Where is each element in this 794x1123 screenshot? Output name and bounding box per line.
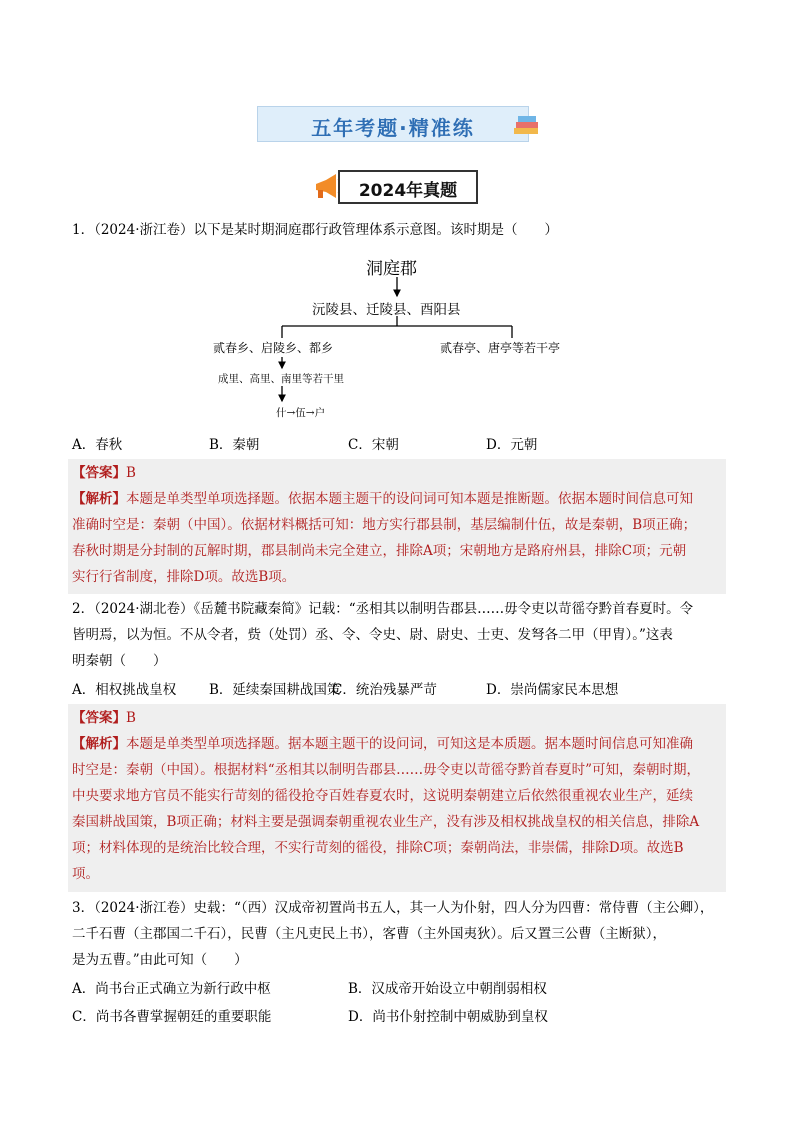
q2-answer (72, 708, 136, 728)
q1-analysis-line-4: 实行行省制度，排除D项。故选B项。 (72, 569, 296, 585)
q2-analysis-line-3: 中央要求地方官员不能实行苛刻的徭役抢夺百姓春夏农时，这说明秦朝建立后依然很重视农业生产，延续 (72, 788, 693, 804)
diagram-bottom: 什→伍→户 (276, 407, 326, 419)
q1-option-d: D．元朝 (486, 437, 538, 453)
q1-answer-tag: 【答案】 (72, 465, 126, 481)
q2-option-d: D．崇尚儒家民本思想 (486, 682, 619, 698)
q2-stem-line-1: 2．（2024·湖北卷）《岳麓书院藏秦简》记载：“丞相其以制明告郡县……毋令吏以苛徭夺黔首春夏时。令 (72, 601, 694, 617)
q3-stem-line-2: 二千石曹（主郡国二千石），民曹（主凡吏民上书），客曹（主外国夷狄）。后又置三公曹（主断狱）， (72, 926, 666, 942)
q1-analysis-line-2: 准确时空是：秦朝（中国）。依据材料概括可知：地方实行郡县制，基层编制什伍，故是秦朝，B项正确； (72, 517, 697, 533)
diagram-connectors (0, 0, 794, 430)
q2-analysis-tag: 【解析】 (72, 736, 126, 752)
q1-analysis-line-1: 【解析】本题是单类型单项选择题。依据本题主题干的设问词可知本题是推断题。依据本题时间信息可知 (72, 491, 693, 507)
q2-stem-line-3: 明秦朝（ ） (72, 653, 167, 669)
q2-analysis-line-6: 项。 (72, 866, 99, 882)
q2-answer-tag: 【答案】 (72, 710, 126, 726)
q3-option-c: C．尚书各曹掌握朝廷的重要职能 (72, 1009, 272, 1025)
banner-title: 五年考题·精准练 (311, 116, 475, 140)
q3-stem-line-1: 3．（2024·浙江卷）史载：“（西）汉成帝初置尚书五人，其一人为仆射，四人分为四曹：常侍曹（主公卿）， (72, 900, 714, 916)
q3-stem-line-3: 是为五曹。”由此可知（ ） (72, 952, 248, 968)
q2-analysis-line-2: 时空是：秦朝（中国）。根据材料“丞相其以制明告郡县……毋令吏以苛徭夺黔首春夏时”可知，秦朝时期， (72, 762, 701, 778)
q3-option-a: A．尚书台正式确立为新行政中枢 (72, 981, 271, 997)
q2-analysis-line-4: 秦国耕战国策，B项正确；材料主要是强调秦朝重视农业生产，没有涉及相权挑战皇权的相关信息，排除A (72, 814, 700, 830)
diagram-left-branch: 贰春乡、启陵乡、都乡 (213, 341, 334, 355)
q2-option-b: B．延续秦国耕战国策 (209, 682, 341, 698)
q2-option-c: C．统治残暴严苛 (332, 682, 437, 698)
q1-answer (72, 463, 136, 483)
diagram-counties: 沅陵县、迁陵县、酉阳县 (312, 302, 461, 318)
diagram-right-branch: 贰春亭、唐亭等若干亭 (440, 341, 561, 355)
q1-option-a: A．春秋 (72, 437, 123, 453)
q3-option-b: B．汉成帝开始设立中朝削弱相权 (348, 981, 547, 997)
q2-stem-line-2: 皆明焉，以为恒。不从令者，赀（处罚）丞、令、令史、尉、尉史、士吏、发弩各二甲（甲胄）。”这表 (72, 627, 673, 643)
q1-option-c: C．宋朝 (348, 437, 399, 453)
q2-answer-value: B (126, 710, 136, 726)
q2-option-a: A．相权挑战皇权 (72, 682, 177, 698)
q3-option-d: D．尚书仆射控制中朝威胁到皇权 (348, 1009, 548, 1025)
q1-stem: 1．（2024·浙江卷）以下是某时期洞庭郡行政管理体系示意图。该时期是（ ） (72, 222, 558, 238)
q1-analysis-line-3: 春秋时期是分封制的瓦解时期，郡县制尚未完全建立，排除A项；宋朝地方是路府州县，排除C项；元朝 (72, 543, 687, 559)
section-title: 2024年真题 (358, 181, 458, 201)
q1-answer-value: B (126, 465, 136, 481)
diagram-top: 洞庭郡 (366, 259, 417, 279)
q1-option-b: B．秦朝 (209, 437, 260, 453)
diagram-li: 成里、高里、南里等若干里 (218, 373, 344, 385)
q2-analysis-line-1: 【解析】本题是单类型单项选择题。据本题主题干的设问词，可知这是本质题。据本题时间信息可知准确 (72, 736, 693, 752)
q2-analysis-line-5: 项；材料体现的是统治比较合理，不实行苛刻的徭役，排除C项；秦朝尚法，非崇儒，排除D项。故选B (72, 840, 684, 856)
q1-analysis-tag: 【解析】 (72, 491, 126, 507)
